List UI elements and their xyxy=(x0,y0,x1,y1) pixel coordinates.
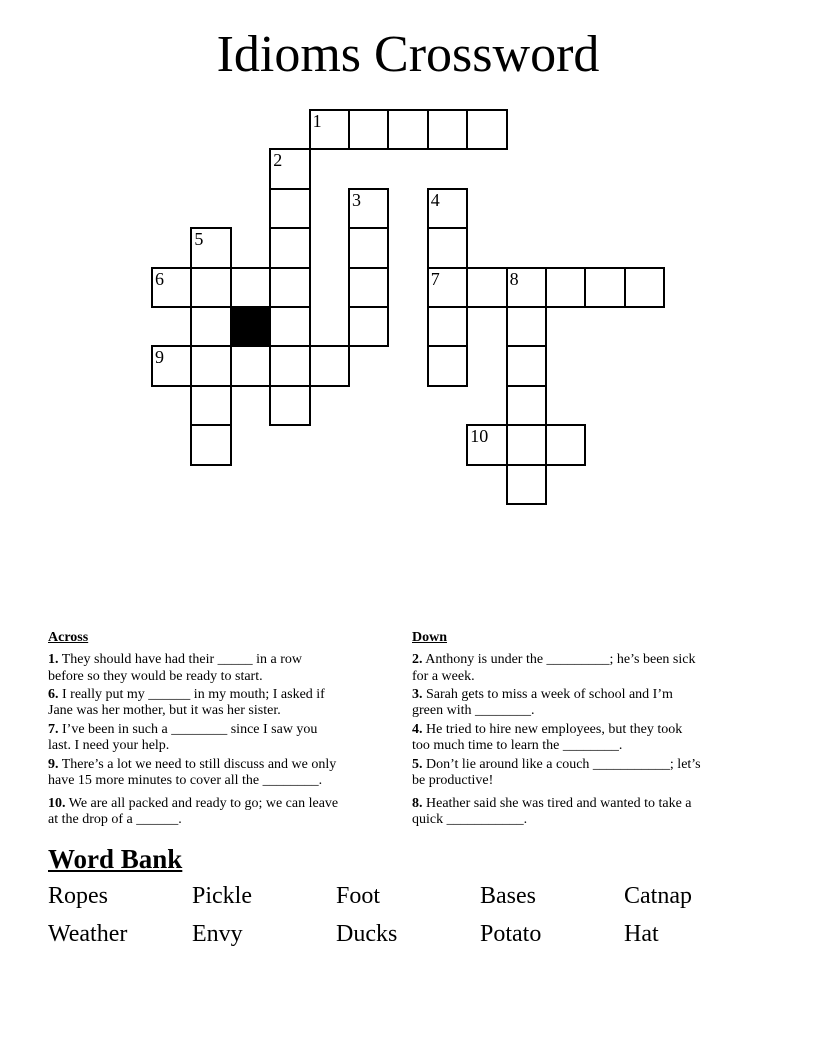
cell-number: 7 xyxy=(430,268,440,289)
grid-cell xyxy=(427,109,468,150)
word-bank-word: Potato xyxy=(480,921,542,947)
clue-5: 5. Don’t lie around like a couch ___________; let’s be productive! xyxy=(412,756,701,789)
grid-cell xyxy=(348,306,389,347)
clue-number: 7. xyxy=(48,722,59,738)
grid-cell xyxy=(269,306,310,347)
grid-cell xyxy=(466,109,507,150)
word-bank-word: Hat xyxy=(624,921,659,947)
grid-cell xyxy=(190,385,231,426)
clue-6: 6. I really put my ______ in my mouth; I asked if Jane was her mother, but it was her sister. xyxy=(48,687,325,719)
clue-number: 1. xyxy=(48,652,59,668)
grid-cell xyxy=(151,267,192,308)
cell-number: 5 xyxy=(194,229,204,250)
grid-cell xyxy=(269,188,310,229)
grid-cell xyxy=(269,227,310,268)
word-bank-heading: Word Bank xyxy=(48,844,183,874)
cell-number: 4 xyxy=(430,189,440,210)
black-cell xyxy=(230,306,271,347)
grid-cell xyxy=(269,385,310,426)
across-clues-section xyxy=(48,630,418,830)
word-bank-word: Envy xyxy=(192,921,243,947)
clue-2: 2. Anthony is under the _________; he’s been sick for a week. xyxy=(412,652,696,684)
grid-cell xyxy=(427,188,468,229)
clue-9: 9. There’s a lot we need to still discuss and we only have 15 more minutes to cover all the ________. xyxy=(48,756,337,789)
grid-cell xyxy=(584,267,625,308)
grid-cell xyxy=(309,109,350,150)
grid-cell xyxy=(506,345,547,386)
clue-number: 6. xyxy=(48,687,59,703)
cell-number: 10 xyxy=(470,426,489,447)
cell-number: 2 xyxy=(273,150,283,171)
grid-cell xyxy=(506,424,547,465)
cell-number: 3 xyxy=(352,189,361,210)
clue-4: 4. He tried to hire new employees, but they took too much time to learn the ________. xyxy=(412,722,683,754)
grid-cell xyxy=(151,345,192,386)
down-clues-section xyxy=(412,630,782,830)
grid-cell xyxy=(269,267,310,308)
grid-cell xyxy=(545,424,586,465)
clue-number: 8. xyxy=(412,795,423,811)
grid-cell xyxy=(427,306,468,347)
grid-cell xyxy=(624,267,665,308)
grid-cell xyxy=(348,227,389,268)
clue-number: 10. xyxy=(48,795,66,811)
clue-8: 8. Heather said she was tired and wanted to take a quick ___________. xyxy=(412,795,692,827)
grid-cell xyxy=(466,424,507,465)
grid-cell xyxy=(506,306,547,347)
word-bank-word: Weather xyxy=(48,921,128,947)
word-bank-row xyxy=(48,920,788,954)
grid-cell xyxy=(506,464,547,505)
grid-cell xyxy=(230,267,271,308)
grid-cell xyxy=(466,267,507,308)
grid-cell xyxy=(269,345,310,386)
clue-number: 4. xyxy=(412,722,423,738)
cell-number: 9 xyxy=(155,347,164,368)
grid-cell xyxy=(387,109,428,150)
grid-cell xyxy=(190,306,231,347)
grid-cell xyxy=(348,109,389,150)
clue-3: 3. Sarah gets to miss a week of school and I’m green with ________. xyxy=(412,687,673,719)
clue-number: 9. xyxy=(48,756,59,772)
word-bank-row xyxy=(48,882,788,916)
across-heading: Across xyxy=(48,630,89,645)
down-heading: Down xyxy=(412,630,448,645)
grid-cell xyxy=(230,345,271,386)
clue-10: 10. We are all packed and ready to go; we can leave at the drop of a ______. xyxy=(48,795,339,827)
grid-cell xyxy=(190,424,231,465)
word-bank-word: Pickle xyxy=(192,883,252,909)
page-title: Idioms Crossword xyxy=(216,26,600,83)
clue-1: 1. They should have had their _____ in a row before so they would be ready to start. xyxy=(48,652,303,684)
grid-cell xyxy=(190,345,231,386)
across-clue-list xyxy=(48,652,418,828)
grid-cell xyxy=(348,188,389,229)
clue-number: 5. xyxy=(412,756,423,772)
grid-cell xyxy=(190,267,231,308)
grid-cell xyxy=(427,227,468,268)
grid-cell xyxy=(506,385,547,426)
grid-cell xyxy=(269,148,310,189)
clue-7: 7. I’ve been in such a ________ since I saw you last. I need your help. xyxy=(48,722,318,754)
cell-number: 1 xyxy=(312,111,322,131)
cell-number: 8 xyxy=(509,268,519,289)
grid-cell xyxy=(427,267,468,308)
grid-cell xyxy=(545,267,586,308)
clue-number: 2. xyxy=(412,652,423,668)
grid-cell xyxy=(427,345,468,386)
grid-cell xyxy=(309,345,350,386)
word-bank-word: Ropes xyxy=(48,883,108,909)
word-bank-word: Ducks xyxy=(336,921,398,947)
cell-number: 6 xyxy=(155,268,164,289)
down-clue-list xyxy=(412,652,782,828)
word-bank-word: Catnap xyxy=(624,883,692,909)
grid-cell xyxy=(190,227,231,268)
word-bank-word: Bases xyxy=(480,883,536,909)
clue-number: 3. xyxy=(412,687,423,703)
grid-cell xyxy=(506,267,547,308)
grid-cell xyxy=(348,267,389,308)
word-bank-word: Foot xyxy=(336,883,381,909)
